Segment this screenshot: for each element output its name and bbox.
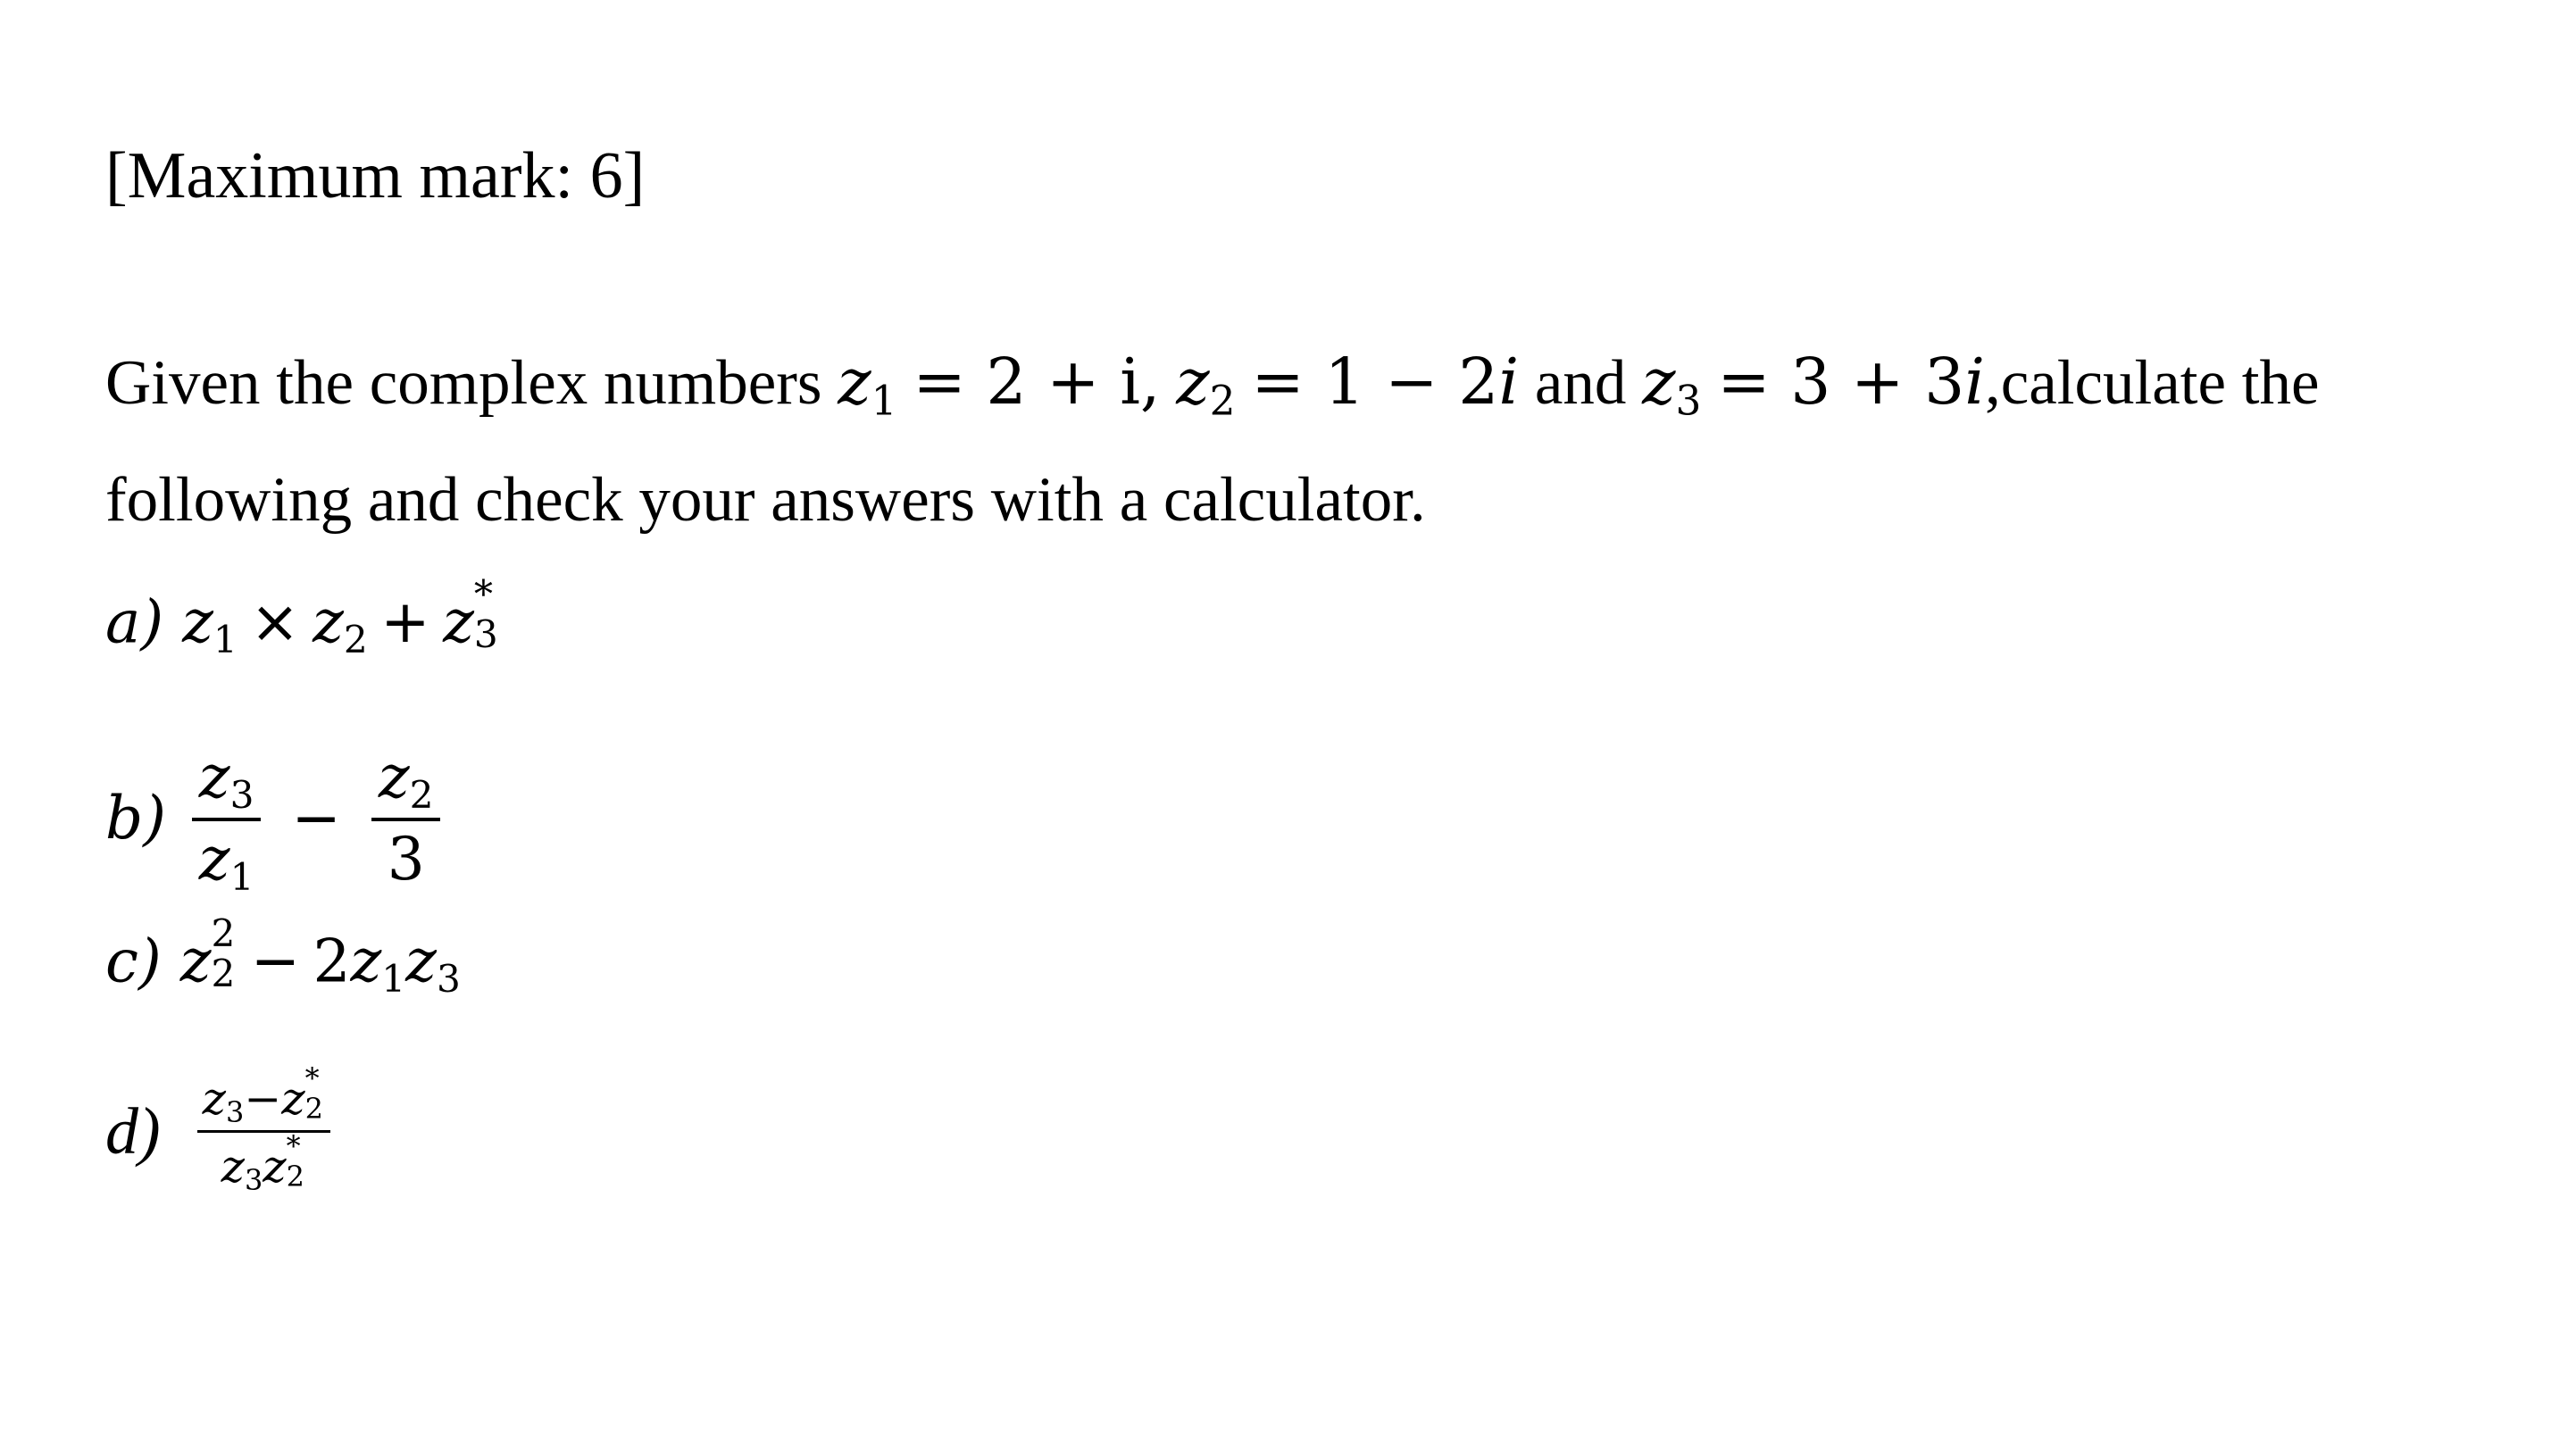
coefficient: 2 [313,927,351,996]
z3-value: = 3 + 3i [1717,345,1985,419]
fraction-z3-over-z1: $\frac{z_3}{z_1}$ [192,748,261,889]
plus-operator: + [380,587,430,657]
question-c [105,911,461,1002]
term-z1: $z_1$ [182,587,238,662]
term-z3-conjugate: z * 3 [443,572,498,657]
question-a-label: a) [105,587,164,657]
question-d [105,1060,336,1197]
fraction-z2-over-3: $\frac{z_2}{3}$ [371,748,440,889]
intro-tail: ,calculate the [1984,348,2320,418]
z1-value: = 2 + i, [913,345,1161,419]
term-z2-squared: z 2 2 [179,911,236,996]
question-d-label: d) [105,1094,161,1168]
question-b [105,743,447,899]
maximum-mark: [Maximum mark: 6] [105,139,646,212]
fraction-d: $z_3-z$ * 2 $z_3z$ * 2 [197,1074,330,1189]
z2-symbol: $z_2$ [1176,345,1236,425]
question-a [105,572,501,662]
z2-value: = 1 − 2i [1251,345,1520,419]
minus-operator: − [250,927,300,996]
intro-line-2: following and check your answers with a calculator. [105,465,1426,535]
question-c-label: c) [105,927,162,996]
question-b-label: b) [105,784,166,852]
term-z1-z3: $z_1z_3$ [350,927,461,1002]
minus-operator: − [291,784,341,852]
and-word: and [1534,348,1627,418]
intro-line-1 [105,345,2320,425]
times-operator: × [250,587,300,657]
intro-text: Given the complex numbers [105,348,822,418]
term-z2: $z_2$ [313,587,368,662]
z3-symbol: $z_3$ [1642,345,1702,425]
z1-symbol: $z_1$ [838,345,897,425]
